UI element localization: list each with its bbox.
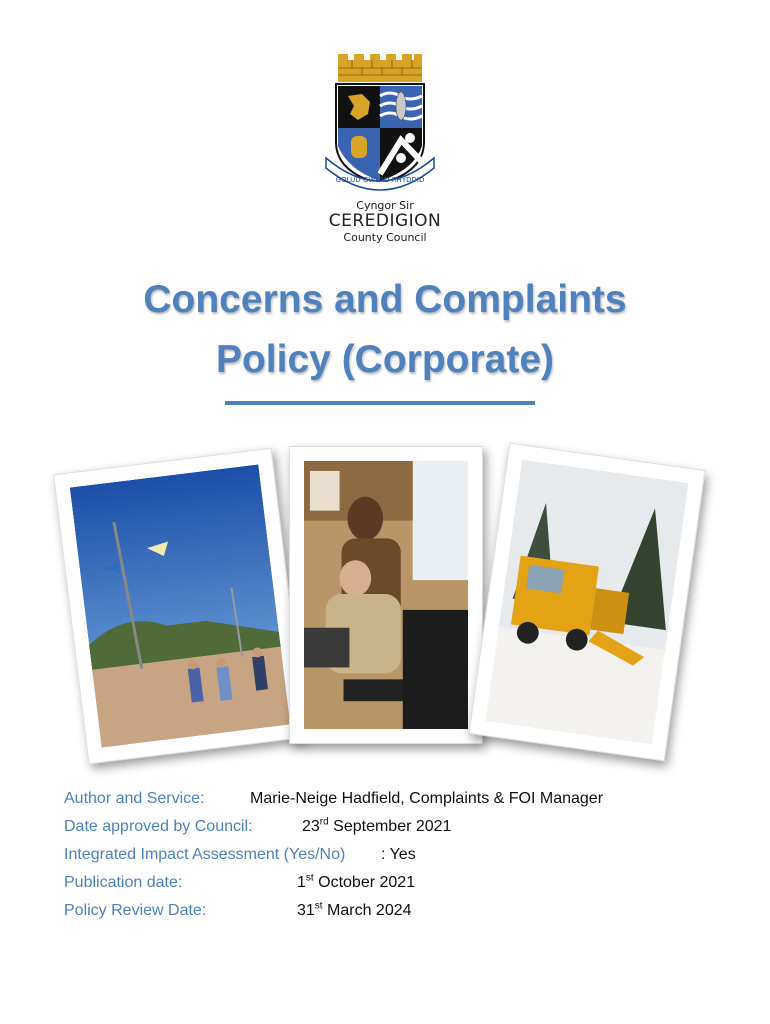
meta-publication-value: 1st October 2021	[297, 872, 416, 891]
meta-author-label: Author and Service:	[64, 790, 205, 807]
council-name-welsh: Cyngor Sir	[356, 199, 414, 212]
crest-motto: GOLUD GWLAD RHYDDID	[335, 176, 425, 184]
meta-approved-row	[64, 816, 714, 844]
meta-review-label: Policy Review Date:	[64, 902, 207, 919]
council-name-main: CEREDIGION	[328, 211, 442, 231]
page-title	[60, 270, 710, 390]
meta-approved-value: 23rd September 2021	[302, 816, 452, 835]
page-title-line2: Policy (Corporate)	[215, 338, 555, 381]
meta-author-value: Marie-Neige Hadfield, Complaints & FOI Manager	[250, 790, 604, 807]
page-title-line1: Concerns and Complaints	[143, 278, 627, 321]
meta-publication-row	[64, 872, 714, 900]
meta-publication-label: Publication date:	[64, 874, 183, 891]
seafront-promenade-photo	[53, 448, 307, 765]
council-name-english: County Council	[343, 231, 427, 244]
meta-review-row	[64, 900, 714, 928]
title-underline	[225, 401, 535, 405]
computer-class-photo	[289, 446, 483, 744]
council-name	[300, 199, 470, 244]
meta-approved-label: Date approved by Council:	[64, 818, 253, 835]
council-crest-logo	[318, 54, 442, 194]
meta-review-value: 31st March 2024	[297, 900, 412, 919]
meta-author-row	[64, 788, 714, 816]
meta-iia-label: Integrated Impact Assessment (Yes/No)	[64, 846, 346, 863]
snow-plough-gritter-photo	[469, 443, 706, 762]
meta-iia-value: : Yes	[381, 846, 416, 863]
meta-iia-row	[64, 844, 714, 872]
document-metadata	[64, 788, 714, 928]
